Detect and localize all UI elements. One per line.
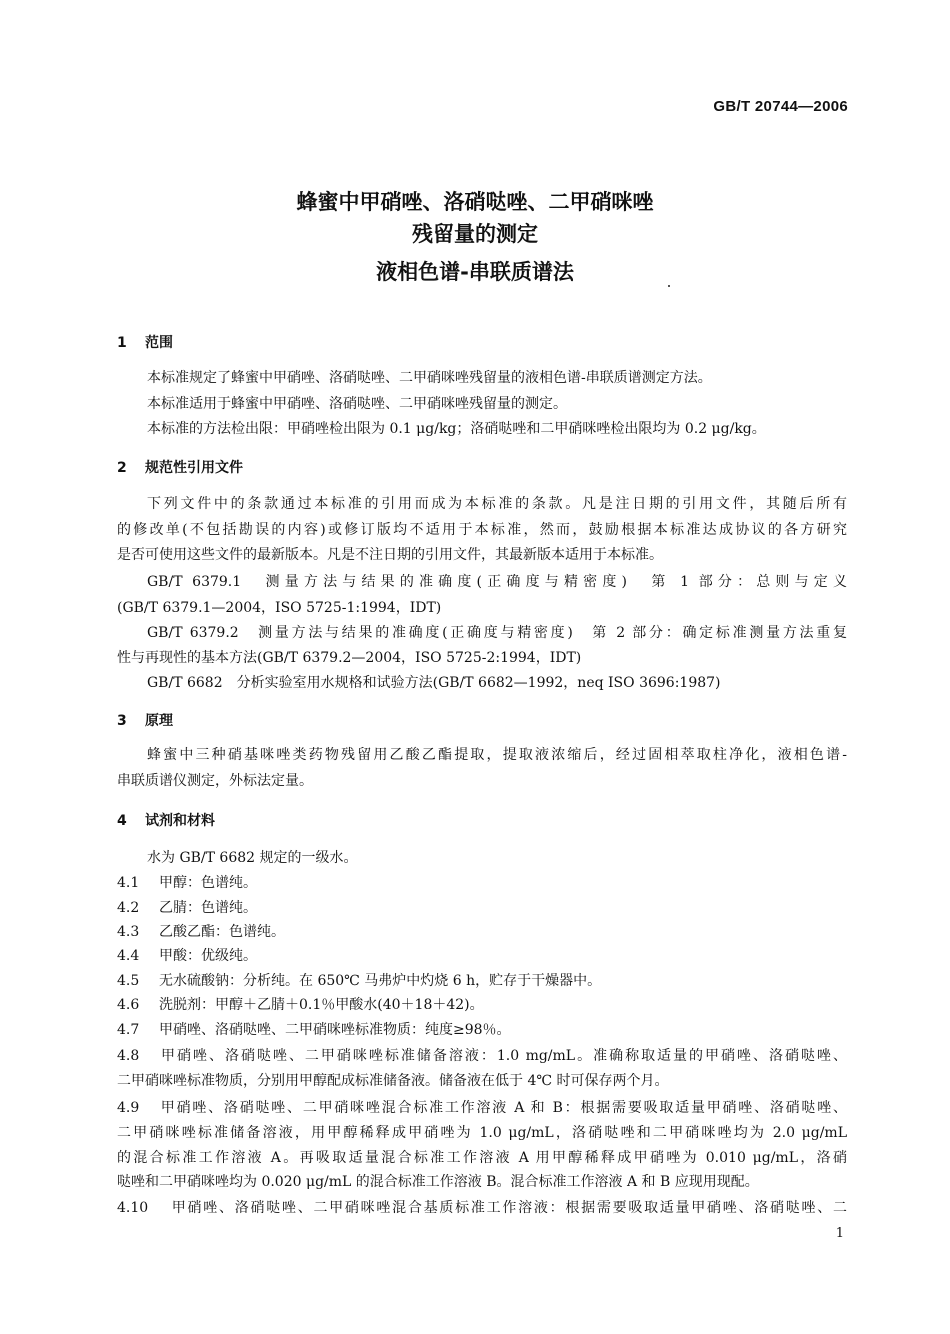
item-text: 甲醇：色谱纯。 (159, 875, 257, 891)
item-text: 甲硝唑、洛硝哒唑、二甲硝咪唑混合基质标准工作溶液：根据需要吸取适量甲硝唑、洛硝哒唑、二 (170, 1200, 847, 1216)
section-number: 4 (117, 813, 127, 829)
reagent-item-4-8 (117, 1046, 847, 1066)
reagent-item-4-8-cont: 二甲硝咪唑标准物质，分别用甲醇配成标准储备液。储备液在低于 4℃ 时可保存两个月。 (117, 1073, 669, 1089)
reagent-item-4-9-cont: 二甲硝咪唑标准储备溶液，用甲醇稀释成甲硝唑为 1.0 μg/mL，洛硝哒唑和二甲硝咪唑均为 2.0 μg/mL (117, 1125, 847, 1141)
page-number: 1 (835, 1226, 844, 1241)
reagent-item-4-9 (117, 1098, 847, 1118)
item-number: 4.1 (117, 875, 140, 891)
reference-item-2-cont: 性与再现性的基本方法(GB/T 6379.2—2004，ISO 5725-2:1994，IDT) (117, 650, 582, 666)
water-note: 水为 GB/T 6682 规定的一级水。 (147, 850, 358, 866)
refs-intro-line: 下列文件中的条款通过本标准的引用而成为本标准的条款。凡是注日期的引用文件，其随后所有 (147, 496, 847, 512)
reference-item-3: GB/T 6682 分析实验室用水规格和试验方法(GB/T 6682—1992，neq ISO 3696:1987) (147, 675, 721, 691)
reference-item-2: GB/T 6379.2 测量方法与结果的准确度(正确度与精密度) 第 2 部分：确定标准测量方法重复 (147, 625, 847, 641)
item-text: 甲酸：优级纯。 (159, 948, 257, 964)
item-number: 4.10 (117, 1200, 149, 1216)
item-text: 洗脱剂：甲醇＋乙腈＋0.1％甲酸水(40＋18＋42)。 (159, 997, 484, 1013)
refs-intro-line: 是否可使用这些文件的最新版本。凡是不注日期的引用文件，其最新版本适用于本标准。 (117, 547, 663, 563)
item-text: 乙腈：色谱纯。 (159, 900, 257, 916)
document-title-line2: 残留量的测定 (412, 222, 538, 246)
reagent-item-4-10 (117, 1198, 847, 1218)
standard-code: GB/T 20744—2006 (713, 98, 848, 115)
item-number: 4.6 (117, 997, 140, 1013)
section-title: 原理 (145, 713, 173, 729)
section-number: 2 (117, 460, 127, 476)
section-title: 试剂和材料 (145, 813, 215, 829)
scope-paragraph-1: 本标准规定了蜂蜜中甲硝唑、洛硝哒唑、二甲硝咪唑残留量的液相色谱-串联质谱测定方法。 (147, 370, 712, 386)
item-text: 无水硫酸钠：分析纯。在 650℃ 马弗炉中灼烧 6 h，贮存于干燥器中。 (159, 973, 602, 989)
reagent-item-4-9-cont: 的混合标准工作溶液 A。再吸取适量混合标准工作溶液 A 用甲醇稀释成甲硝唑为 0.010 μg/mL，洛硝 (117, 1150, 847, 1166)
reagent-item (117, 995, 847, 1015)
scope-paragraph-2: 本标准适用于蜂蜜中甲硝唑、洛硝哒唑、二甲硝咪唑残留量的测定。 (147, 396, 567, 412)
item-text: 甲硝唑、洛硝哒唑、二甲硝咪唑混合标准工作溶液 A 和 B：根据需要吸取适量甲硝唑、洛硝哒唑、 (159, 1100, 847, 1116)
principle-line: 串联质谱仪测定，外标法定量。 (117, 773, 313, 789)
reference-item-1-cont: (GB/T 6379.1—2004，ISO 5725-1:1994，IDT) (117, 600, 442, 616)
reagent-item (117, 873, 847, 893)
document-title-line3: 液相色谱-串联质谱法 (376, 260, 574, 284)
item-number: 4.3 (117, 924, 140, 940)
reagent-item (117, 946, 847, 966)
section-2-heading (117, 457, 243, 477)
section-number: 3 (117, 713, 127, 729)
scan-speck (668, 285, 670, 287)
section-title: 范围 (145, 335, 173, 351)
section-number: 1 (117, 335, 127, 351)
item-number: 4.8 (117, 1048, 140, 1064)
item-number: 4.9 (117, 1100, 140, 1116)
reagent-item (117, 1020, 847, 1040)
refs-intro-line: 的修改单(不包括勘误的内容)或修订版均不适用于本标准，然而，鼓励根据本标准达成协议的各方研究 (117, 522, 847, 538)
item-number: 4.2 (117, 900, 140, 916)
reagent-item-4-9-cont: 哒唑和二甲硝咪唑均为 0.020 μg/mL 的混合标准工作溶液 B。混合标准工作溶液 A 和 B 应现用现配。 (117, 1174, 759, 1190)
section-4-heading (117, 810, 215, 830)
item-number: 4.4 (117, 948, 140, 964)
item-text: 甲硝唑、洛硝哒唑、二甲硝咪唑标准物质：纯度≥98％。 (159, 1022, 511, 1038)
item-text: 甲硝唑、洛硝哒唑、二甲硝咪唑标准储备溶液：1.0 mg/mL。准确称取适量的甲硝唑、洛硝哒唑、 (159, 1048, 847, 1064)
section-title: 规范性引用文件 (145, 460, 243, 476)
item-number: 4.7 (117, 1022, 140, 1038)
section-1-heading (117, 332, 173, 352)
reference-item-1: GB/T 6379.1 测量方法与结果的准确度(正确度与精密度) 第 1 部分：总则与定义 (147, 574, 847, 590)
reagent-item (117, 922, 847, 942)
document-title-line1: 蜂蜜中甲硝唑、洛硝哒唑、二甲硝咪唑 (296, 190, 654, 214)
section-3-heading (117, 710, 173, 730)
scope-paragraph-3: 本标准的方法检出限：甲硝唑检出限为 0.1 μg/kg；洛硝哒唑和二甲硝咪唑检出限均为 0.2 μg/kg。 (147, 421, 766, 437)
item-text: 乙酸乙酯：色谱纯。 (159, 924, 285, 940)
item-number: 4.5 (117, 973, 140, 989)
reagent-item (117, 971, 847, 991)
principle-line: 蜂蜜中三种硝基咪唑类药物残留用乙酸乙酯提取，提取液浓缩后，经过固相萃取柱净化，液相色谱- (147, 747, 847, 763)
reagent-item (117, 898, 847, 918)
